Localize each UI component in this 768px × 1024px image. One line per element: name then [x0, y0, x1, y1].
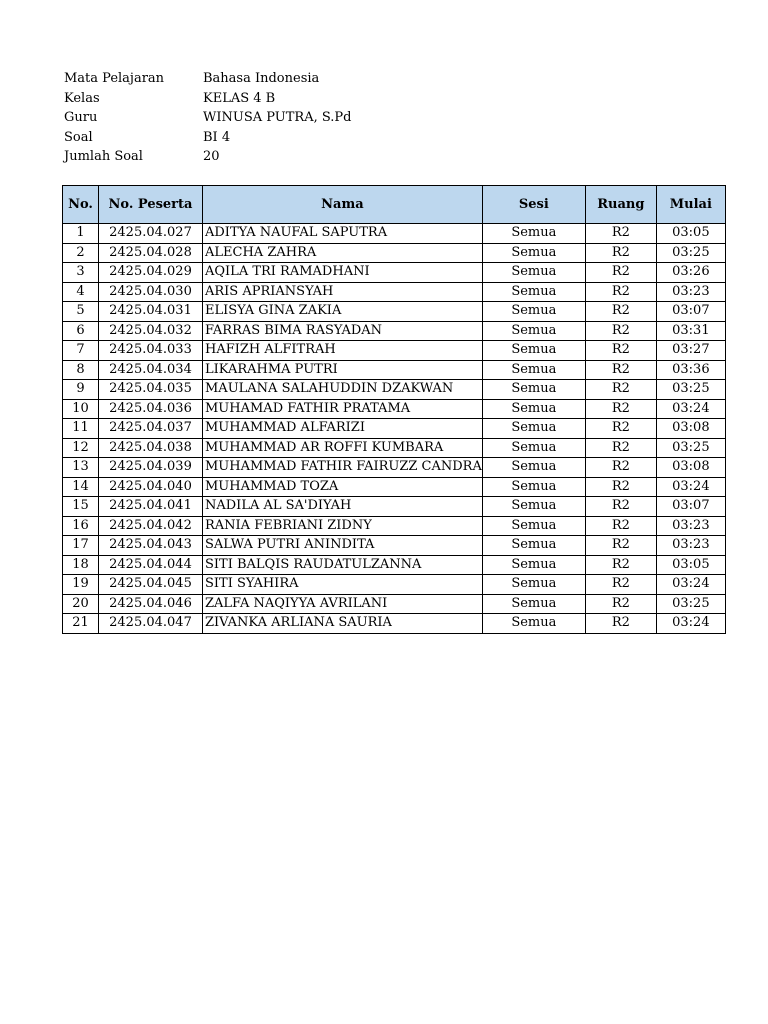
exam-info-row	[64, 147, 503, 167]
table-row	[63, 321, 726, 341]
exam-info-row	[64, 128, 503, 148]
cell-participant-id: 2425.04.033	[99, 341, 203, 361]
cell-start-time: 03:23	[656, 282, 725, 302]
cell-name: ZIVANKA ARLIANA SAURIA	[203, 614, 483, 634]
cell-number: 2	[63, 243, 99, 263]
cell-number: 14	[63, 477, 99, 497]
exam-info	[64, 69, 503, 167]
cell-room: R2	[585, 614, 656, 634]
cell-start-time: 03:24	[656, 575, 725, 595]
cell-name: SALWA PUTRI ANINDITA	[203, 536, 483, 556]
cell-room: R2	[585, 594, 656, 614]
cell-number: 11	[63, 419, 99, 439]
cell-session: Semua	[482, 497, 585, 517]
cell-name: MUHAMMAD FATHIR FAIRUZZ CANDRA	[203, 458, 483, 478]
cell-number: 20	[63, 594, 99, 614]
cell-room: R2	[585, 224, 656, 244]
exam-info-row	[64, 69, 503, 89]
cell-participant-id: 2425.04.044	[99, 555, 203, 575]
cell-start-time: 03:07	[656, 302, 725, 322]
cell-session: Semua	[482, 458, 585, 478]
cell-session: Semua	[482, 302, 585, 322]
cell-room: R2	[585, 380, 656, 400]
cell-session: Semua	[482, 282, 585, 302]
cell-participant-id: 2425.04.045	[99, 575, 203, 595]
cell-number: 17	[63, 536, 99, 556]
table-row	[63, 477, 726, 497]
table-row	[63, 497, 726, 517]
cell-participant-id: 2425.04.027	[99, 224, 203, 244]
cell-participant-id: 2425.04.042	[99, 516, 203, 536]
cell-start-time: 03:25	[656, 243, 725, 263]
class-value: KELAS 4 B	[203, 90, 276, 106]
cell-room: R2	[585, 516, 656, 536]
cell-participant-id: 2425.04.031	[99, 302, 203, 322]
cell-room: R2	[585, 555, 656, 575]
cell-start-time: 03:26	[656, 263, 725, 283]
cell-session: Semua	[482, 380, 585, 400]
cell-participant-id: 2425.04.039	[99, 458, 203, 478]
cell-name: ZALFA NAQIYYA AVRILANI	[203, 594, 483, 614]
cell-room: R2	[585, 243, 656, 263]
cell-room: R2	[585, 536, 656, 556]
table-row	[63, 243, 726, 263]
column-header-start-time: Mulai	[656, 186, 725, 224]
cell-participant-id: 2425.04.028	[99, 243, 203, 263]
question-count-value: 20	[203, 149, 220, 164]
cell-participant-id: 2425.04.043	[99, 536, 203, 556]
cell-participant-id: 2425.04.029	[99, 263, 203, 283]
cell-session: Semua	[482, 263, 585, 283]
cell-number: 6	[63, 321, 99, 341]
cell-name: FARRAS BIMA RASYADAN	[203, 321, 483, 341]
cell-number: 9	[63, 380, 99, 400]
cell-session: Semua	[482, 360, 585, 380]
cell-name: MUHAMMAD ALFARIZI	[203, 419, 483, 439]
column-header-name: Nama	[203, 186, 483, 224]
cell-session: Semua	[482, 399, 585, 419]
cell-participant-id: 2425.04.038	[99, 438, 203, 458]
table-row	[63, 419, 726, 439]
cell-start-time: 03:25	[656, 380, 725, 400]
cell-session: Semua	[482, 536, 585, 556]
cell-start-time: 03:08	[656, 458, 725, 478]
cell-room: R2	[585, 321, 656, 341]
cell-number: 19	[63, 575, 99, 595]
cell-number: 18	[63, 555, 99, 575]
cell-name: SITI SYAHIRA	[203, 575, 483, 595]
teacher-label: Guru	[64, 110, 98, 125]
cell-room: R2	[585, 302, 656, 322]
cell-room: R2	[585, 341, 656, 361]
cell-participant-id: 2425.04.032	[99, 321, 203, 341]
cell-session: Semua	[482, 419, 585, 439]
cell-session: Semua	[482, 438, 585, 458]
cell-room: R2	[585, 477, 656, 497]
cell-room: R2	[585, 282, 656, 302]
table-row	[63, 282, 726, 302]
column-header-number: No.	[63, 186, 99, 224]
subject-value: Bahasa Indonesia	[203, 71, 320, 86]
cell-room: R2	[585, 438, 656, 458]
cell-number: 16	[63, 516, 99, 536]
cell-number: 21	[63, 614, 99, 634]
cell-session: Semua	[482, 321, 585, 341]
cell-start-time: 03:27	[656, 341, 725, 361]
cell-name: MUHAMMAD TOZA	[203, 477, 483, 497]
class-label: Kelas	[64, 90, 100, 106]
cell-participant-id: 2425.04.035	[99, 380, 203, 400]
cell-participant-id: 2425.04.047	[99, 614, 203, 634]
question-count-label: Jumlah Soal	[64, 149, 143, 164]
cell-start-time: 03:24	[656, 614, 725, 634]
cell-name: ELISYA GINA ZAKIA	[203, 302, 483, 322]
cell-start-time: 03:25	[656, 438, 725, 458]
cell-number: 15	[63, 497, 99, 517]
table-row	[63, 555, 726, 575]
table-row	[63, 516, 726, 536]
exam-info-row	[64, 89, 503, 109]
cell-number: 7	[63, 341, 99, 361]
cell-room: R2	[585, 458, 656, 478]
cell-name: SITI BALQIS RAUDATULZANNA	[203, 555, 483, 575]
cell-start-time: 03:25	[656, 594, 725, 614]
cell-room: R2	[585, 419, 656, 439]
cell-start-time: 03:05	[656, 555, 725, 575]
participant-table	[62, 185, 726, 634]
cell-name: ARIS APRIANSYAH	[203, 282, 483, 302]
cell-number: 8	[63, 360, 99, 380]
cell-participant-id: 2425.04.036	[99, 399, 203, 419]
cell-name: HAFIZH ALFITRAH	[203, 341, 483, 361]
cell-room: R2	[585, 263, 656, 283]
cell-session: Semua	[482, 224, 585, 244]
cell-number: 10	[63, 399, 99, 419]
cell-participant-id: 2425.04.041	[99, 497, 203, 517]
cell-number: 1	[63, 224, 99, 244]
cell-session: Semua	[482, 594, 585, 614]
question-set-label: Soal	[64, 129, 93, 145]
cell-name: NADILA AL SA'DIYAH	[203, 497, 483, 517]
cell-participant-id: 2425.04.046	[99, 594, 203, 614]
cell-participant-id: 2425.04.037	[99, 419, 203, 439]
table-row	[63, 575, 726, 595]
table-row	[63, 399, 726, 419]
cell-name: LIKARAHMA PUTRI	[203, 360, 483, 380]
cell-start-time: 03:05	[656, 224, 725, 244]
cell-number: 4	[63, 282, 99, 302]
table-header-row	[63, 186, 726, 224]
cell-number: 13	[63, 458, 99, 478]
table-body	[63, 224, 726, 634]
table-row	[63, 438, 726, 458]
table-row	[63, 594, 726, 614]
cell-name: MUHAMAD FATHIR PRATAMA	[203, 399, 483, 419]
cell-start-time: 03:31	[656, 321, 725, 341]
table-row	[63, 360, 726, 380]
cell-room: R2	[585, 399, 656, 419]
column-header-participant-id: No. Peserta	[99, 186, 203, 224]
cell-number: 12	[63, 438, 99, 458]
table-row	[63, 341, 726, 361]
cell-session: Semua	[482, 516, 585, 536]
cell-start-time: 03:08	[656, 419, 725, 439]
cell-session: Semua	[482, 614, 585, 634]
column-header-room: Ruang	[585, 186, 656, 224]
table-row	[63, 302, 726, 322]
cell-start-time: 03:23	[656, 516, 725, 536]
cell-room: R2	[585, 360, 656, 380]
cell-room: R2	[585, 575, 656, 595]
cell-number: 3	[63, 263, 99, 283]
column-header-session: Sesi	[482, 186, 585, 224]
teacher-value: WINUSA PUTRA, S.Pd	[203, 110, 352, 125]
cell-session: Semua	[482, 477, 585, 497]
cell-session: Semua	[482, 341, 585, 361]
table-row	[63, 263, 726, 283]
cell-name: MUHAMMAD AR ROFFI KUMBARA	[203, 438, 483, 458]
cell-name: ALECHA ZAHRA	[203, 243, 483, 263]
table-row	[63, 380, 726, 400]
table-row	[63, 614, 726, 634]
table-row	[63, 224, 726, 244]
table-row	[63, 458, 726, 478]
exam-info-row	[64, 108, 503, 128]
cell-name: AQILA TRI RAMADHANI	[203, 263, 483, 283]
cell-number: 5	[63, 302, 99, 322]
cell-name: ADITYA NAUFAL SAPUTRA	[203, 224, 483, 244]
cell-start-time: 03:23	[656, 536, 725, 556]
cell-participant-id: 2425.04.040	[99, 477, 203, 497]
subject-label: Mata Pelajaran	[64, 71, 165, 86]
table-row	[63, 536, 726, 556]
question-set-value: BI 4	[203, 129, 231, 145]
cell-session: Semua	[482, 243, 585, 263]
cell-start-time: 03:24	[656, 477, 725, 497]
cell-session: Semua	[482, 555, 585, 575]
cell-start-time: 03:07	[656, 497, 725, 517]
cell-participant-id: 2425.04.034	[99, 360, 203, 380]
cell-participant-id: 2425.04.030	[99, 282, 203, 302]
cell-session: Semua	[482, 575, 585, 595]
cell-name: MAULANA SALAHUDDIN DZAKWAN	[203, 380, 483, 400]
cell-start-time: 03:36	[656, 360, 725, 380]
cell-room: R2	[585, 497, 656, 517]
cell-name: RANIA FEBRIANI ZIDNY	[203, 516, 483, 536]
cell-start-time: 03:24	[656, 399, 725, 419]
